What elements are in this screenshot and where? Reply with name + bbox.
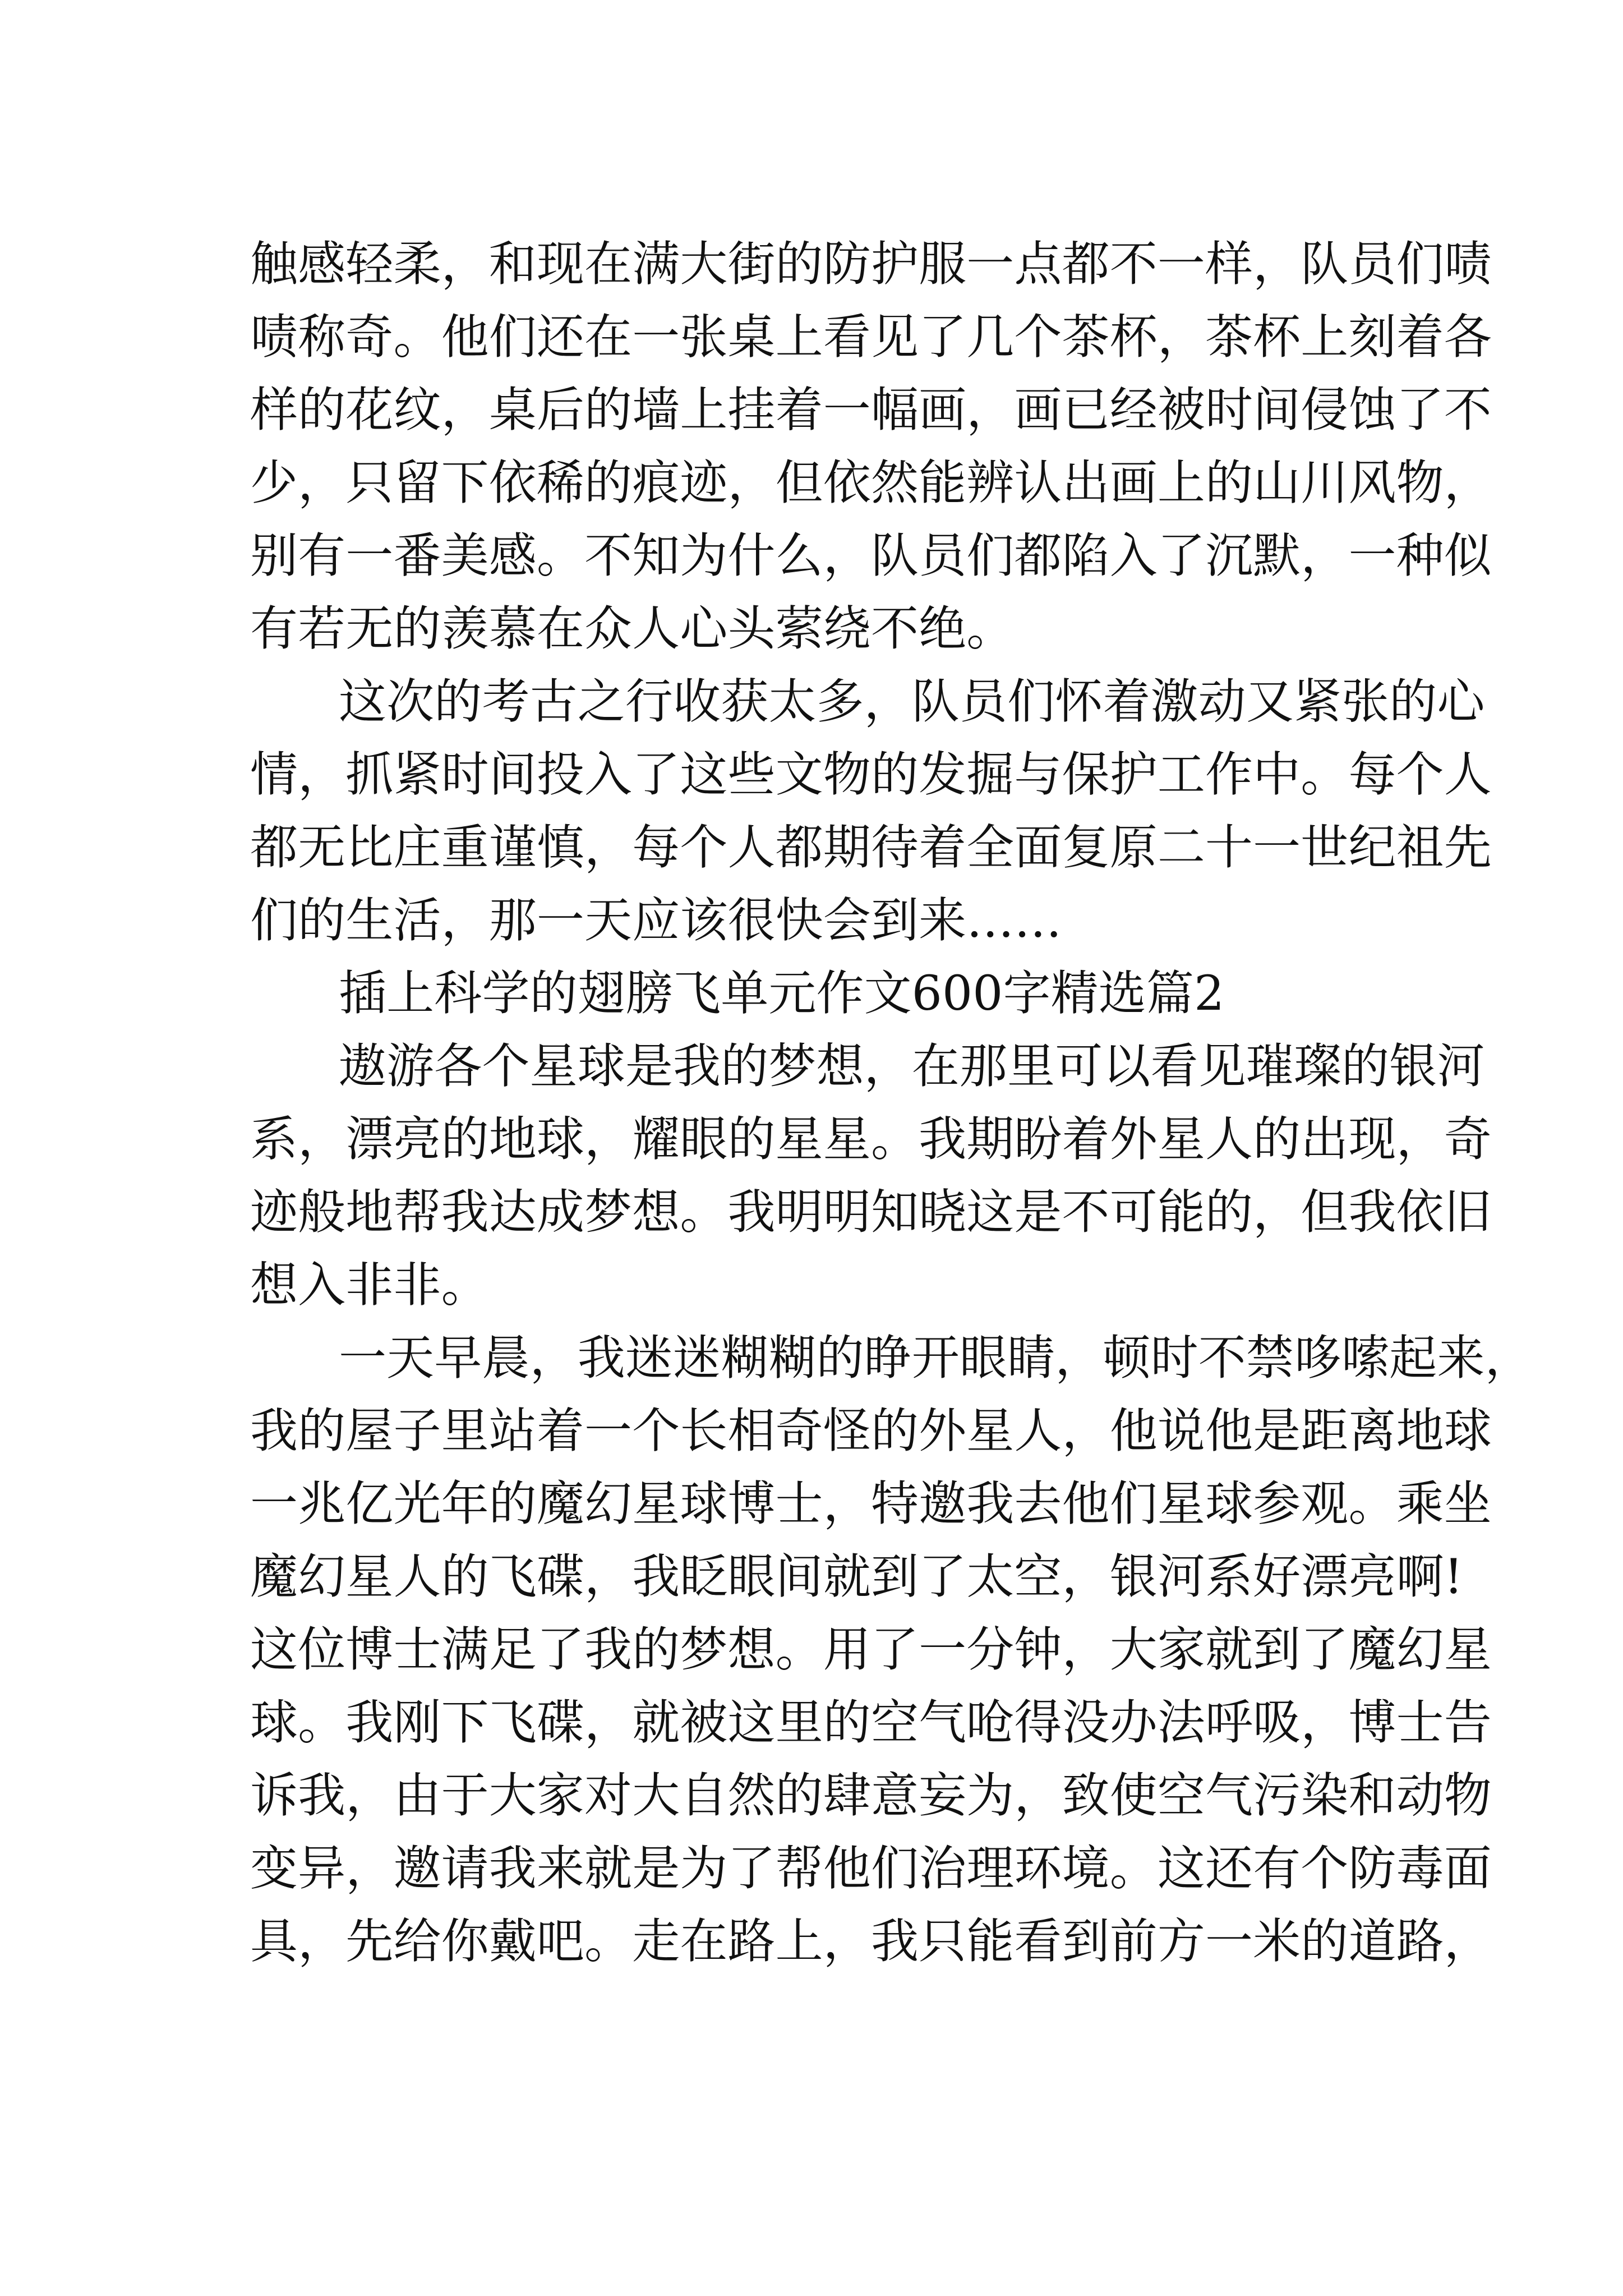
text-line: 我的屋子里站着一个长相奇怪的外星人，他说他是距离地球 bbox=[250, 1404, 1492, 1459]
text-line: 样的花纹，桌后的墙上挂着一幅画，画已经被时间侵蚀了不 bbox=[250, 383, 1492, 438]
text-line: 这位博士满足了我的梦想。用了一分钟，大家就到了魔幻星 bbox=[250, 1622, 1492, 1678]
paragraph-first-line: 一天早晨，我迷迷糊糊的睁开眼睛，顿时不禁哆嗦起来， bbox=[339, 1331, 1533, 1386]
text-line: 一兆亿光年的魔幻星球博士，特邀我去他们星球参观。乘坐 bbox=[250, 1476, 1492, 1532]
text-line: 触感轻柔，和现在满大街的防护服一点都不一样，队员们啧 bbox=[250, 237, 1492, 292]
text-line: 啧称奇。他们还在一张桌上看见了几个茶杯，茶杯上刻着各 bbox=[250, 310, 1492, 365]
paragraph-first-line: 这次的考古之行收获太多，队员们怀着激动又紧张的心 bbox=[339, 674, 1485, 730]
text-line: 少，只留下依稀的痕迹，但依然能辨认出画上的山川风物， bbox=[250, 455, 1492, 511]
text-line: 有若无的羡慕在众人心头萦绕不绝。 bbox=[250, 601, 1015, 657]
text-line: 别有一番美感。不知为什么，队员们都陷入了沉默，一种似 bbox=[250, 528, 1492, 584]
text-line: 诉我，由于大家对大自然的肆意妄为，致使空气污染和动物 bbox=[250, 1768, 1492, 1824]
text-line: 想入非非。 bbox=[250, 1258, 489, 1313]
text-line: 球。我刚下飞碟，就被这里的空气呛得没办法呼吸，博士告 bbox=[250, 1695, 1492, 1751]
text-line: 们的生活，那一天应该很快会到来…… bbox=[250, 893, 1062, 949]
text-line: 系，漂亮的地球，耀眼的星星。我期盼着外星人的出现，奇 bbox=[250, 1112, 1492, 1167]
paragraph-first-line: 遨游各个星球是我的梦想，在那里可以看见璀璨的银河 bbox=[339, 1039, 1485, 1094]
text-line: 魔幻星人的飞碟，我眨眼间就到了太空，银河系好漂亮啊! bbox=[250, 1549, 1464, 1605]
section-heading: 插上科学的翅膀飞单元作文600字精选篇2 bbox=[339, 966, 1225, 1022]
text-line: 情，抓紧时间投入了这些文物的发掘与保护工作中。每个人 bbox=[250, 747, 1492, 803]
text-line: 变异，邀请我来就是为了帮他们治理环境。这还有个防毒面 bbox=[250, 1841, 1492, 1897]
text-line: 迹般地帮我达成梦想。我明明知晓这是不可能的，但我依旧 bbox=[250, 1185, 1492, 1240]
text-line: 具，先给你戴吧。走在路上，我只能看到前方一米的道路， bbox=[250, 1914, 1492, 1970]
text-line: 都无比庄重谨慎，每个人都期待着全面复原二十一世纪祖先 bbox=[250, 820, 1492, 876]
